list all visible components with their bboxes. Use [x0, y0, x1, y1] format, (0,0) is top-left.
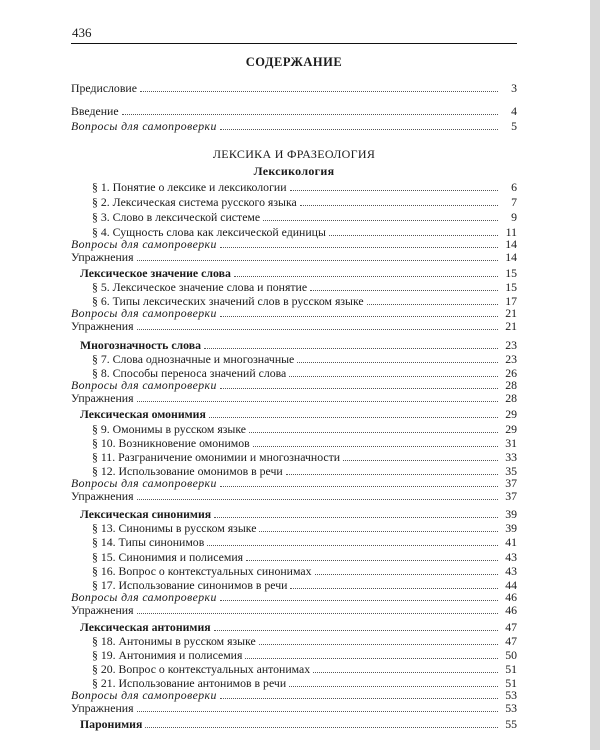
toc-entry: [92, 421, 517, 436]
toc-entry-title: § 6. Типы лексических значений слов в русском языке: [92, 294, 364, 308]
dot-leader: [137, 401, 498, 402]
toc-entry-title: Лексическая антонимия: [80, 620, 211, 634]
section-title: ЛЕКСИКА И ФРАЗЕОЛОГИЯ: [212, 147, 376, 161]
toc-entry-page: 15: [505, 266, 517, 280]
dot-leader: [137, 329, 498, 330]
toc-entry-title: Лексическая синонимия: [80, 507, 212, 521]
dot-leader: [249, 432, 498, 433]
toc-entry-title: Вопросы для самопроверки: [71, 476, 217, 490]
toc-entry: [80, 337, 517, 352]
toc-entry-page: 5: [511, 119, 517, 133]
toc-entry-page: 31: [505, 436, 517, 450]
toc-entry: [92, 449, 517, 464]
toc-entry: [80, 619, 517, 634]
toc-entry-title: § 16. Вопрос о контекстуальных синонимах: [92, 564, 312, 578]
toc-entry-page: 26: [505, 366, 517, 380]
toc-entry: [92, 549, 517, 564]
toc-entry-title: Лексическая омонимия: [80, 407, 206, 421]
toc-entry-page: 43: [505, 550, 517, 564]
toc-entry: [71, 318, 517, 333]
toc-entry: [71, 118, 517, 133]
toc-entry-title: § 7. Слова однозначные и многозначные: [92, 352, 295, 366]
toc-entry: [80, 716, 517, 731]
toc-entry-page: 43: [505, 564, 517, 578]
page-title: СОДЕРЖАНИЕ: [245, 55, 343, 69]
dot-leader: [220, 388, 498, 389]
toc-entry-page: 53: [505, 701, 517, 715]
dot-leader: [253, 446, 498, 447]
toc-entry-title: § 11. Разграничение омонимии и многозначности: [92, 450, 341, 464]
toc-entry: [71, 390, 517, 405]
toc-entry-page: 29: [505, 422, 517, 436]
dot-leader: [209, 417, 498, 418]
subsection-title: Лексикология: [253, 164, 335, 178]
dot-leader: [300, 205, 498, 206]
toc-entry-title: Вопросы для самопроверки: [71, 119, 217, 133]
dot-leader: [207, 545, 498, 546]
toc-entry-page: 37: [505, 489, 517, 503]
dot-leader: [137, 260, 498, 261]
toc-entry: [80, 265, 517, 280]
toc-entry-page: 28: [505, 391, 517, 405]
dot-leader: [297, 362, 498, 363]
dot-leader: [220, 600, 498, 601]
dot-leader: [220, 316, 498, 317]
toc-entry-page: 14: [505, 250, 517, 264]
toc-entry-page: 23: [505, 352, 517, 366]
toc-entry-title: § 8. Способы переноса значений слова: [92, 366, 287, 380]
toc-entry: [71, 602, 517, 617]
toc-entry-page: 37: [505, 476, 517, 490]
toc-entry-title: Вопросы для самопроверки: [71, 237, 217, 251]
dot-leader: [259, 531, 498, 532]
toc-entry-title: § 2. Лексическая система русского языка: [92, 195, 297, 209]
toc-entry-page: 15: [505, 280, 517, 294]
toc-entry-page: 44: [505, 578, 517, 592]
toc-entry: [92, 661, 517, 676]
toc-entry: [92, 647, 517, 662]
toc-entry-page: 46: [505, 603, 517, 617]
toc-entry-title: § 21. Использование антонимов в речи: [92, 676, 287, 690]
dot-leader: [246, 560, 498, 561]
toc-entry-page: 51: [505, 676, 517, 690]
dot-leader: [220, 486, 498, 487]
toc-entry: [92, 563, 517, 578]
toc-entry-page: 39: [505, 507, 517, 521]
toc-entry-page: 14: [505, 237, 517, 251]
toc-entry-title: § 17. Использование синонимов в речи: [92, 578, 288, 592]
toc-entry-page: 21: [505, 306, 517, 320]
toc-entry-title: § 13. Синонимы в русском языке: [92, 521, 257, 535]
toc-entry: [92, 194, 517, 209]
toc-entry: [71, 249, 517, 264]
page-number: 436: [72, 25, 92, 40]
toc-entry-title: § 19. Антонимия и полисемия: [92, 648, 243, 662]
toc-entry-title: § 12. Использование омонимов в речи: [92, 464, 283, 478]
toc-entry-page: 47: [505, 620, 517, 634]
toc-entry-title: § 1. Понятие о лексике и лексикологии: [92, 180, 287, 194]
toc-entry-title: Упражнения: [71, 489, 134, 503]
toc-entry: [71, 103, 517, 118]
dot-leader: [263, 220, 498, 221]
toc-entry-title: § 5. Лексическое значение слова и понятие: [92, 280, 308, 294]
toc-entry-title: Упражнения: [71, 603, 134, 617]
toc-entry-title: § 4. Сущность слова как лексической единицы: [92, 225, 326, 239]
dot-leader: [220, 129, 498, 130]
toc-entry-title: Упражнения: [71, 250, 134, 264]
toc-entry: [92, 633, 517, 648]
toc-entry: [92, 435, 517, 450]
toc-entry-page: 9: [511, 210, 517, 224]
toc-entry-title: § 18. Антонимы в русском языке: [92, 634, 256, 648]
toc-entry-title: § 3. Слово в лексической системе: [92, 210, 261, 224]
dot-leader: [234, 276, 498, 277]
toc-entry-page: 53: [505, 688, 517, 702]
toc-entry-page: 3: [511, 81, 517, 95]
toc-entry-title: § 15. Синонимия и полисемия: [92, 550, 244, 564]
toc-entry-title: Многозначность слова: [80, 338, 202, 352]
toc-entry-page: 21: [505, 319, 517, 333]
dot-leader: [259, 644, 498, 645]
toc-entry: [92, 520, 517, 535]
toc-entry: [71, 80, 517, 95]
dot-leader: [290, 190, 498, 191]
toc-entry: [80, 506, 517, 521]
toc-entry-page: 11: [505, 225, 517, 239]
dot-leader: [245, 658, 498, 659]
toc-entry-title: Вопросы для самопроверки: [71, 306, 217, 320]
toc-entry-page: 50: [505, 648, 517, 662]
toc-entry: [92, 279, 517, 294]
dot-leader: [204, 348, 498, 349]
toc-entry-title: Упражнения: [71, 319, 134, 333]
toc-entry-title: § 10. Возникновение омонимов: [92, 436, 250, 450]
toc-entry-page: 35: [505, 464, 517, 478]
toc-entry-title: Упражнения: [71, 701, 134, 715]
toc-entry-page: 23: [505, 338, 517, 352]
toc-entry-title: Лексическое значение слова: [80, 266, 231, 280]
dot-leader: [313, 672, 498, 673]
toc-entry-page: 6: [511, 180, 517, 194]
dot-leader: [137, 499, 498, 500]
toc-entry-page: 29: [505, 407, 517, 421]
toc-entry-title: Введение: [71, 104, 119, 118]
toc-entry-page: 46: [505, 590, 517, 604]
dot-leader: [315, 574, 499, 575]
toc-entry-page: 33: [505, 450, 517, 464]
toc-entry-page: 4: [511, 104, 517, 118]
dot-leader: [343, 460, 498, 461]
toc-entry: [92, 179, 517, 194]
toc-entry-page: 41: [505, 535, 517, 549]
toc-entry-title: § 9. Омонимы в русском языке: [92, 422, 247, 436]
toc-entry-title: Вопросы для самопроверки: [71, 378, 217, 392]
toc-entry-page: 47: [505, 634, 517, 648]
toc-entry: [80, 406, 517, 421]
dot-leader: [145, 727, 498, 728]
dot-leader: [310, 290, 498, 291]
dot-leader: [140, 91, 498, 92]
toc-entry-title: Вопросы для самопроверки: [71, 688, 217, 702]
toc-entry-page: 17: [505, 294, 517, 308]
toc-entry-title: Упражнения: [71, 391, 134, 405]
toc-entry: [92, 534, 517, 549]
toc-entry: [92, 351, 517, 366]
toc-entry-title: Паронимия: [80, 717, 143, 731]
toc-entry-title: Вопросы для самопроверки: [71, 590, 217, 604]
dot-leader: [214, 517, 498, 518]
dot-leader: [214, 630, 498, 631]
toc-entry-page: 39: [505, 521, 517, 535]
toc-entry-page: 55: [505, 717, 517, 731]
toc-entry: [71, 700, 517, 715]
dot-leader: [122, 114, 498, 115]
dot-leader: [137, 613, 498, 614]
toc-entry: [71, 488, 517, 503]
dot-leader: [220, 698, 498, 699]
toc-entry-page: 7: [511, 195, 517, 209]
toc-entry-title: § 20. Вопрос о контекстуальных антонимах: [92, 662, 311, 676]
dot-leader: [220, 247, 498, 248]
toc-entry-page: 51: [505, 662, 517, 676]
toc-entry-page: 28: [505, 378, 517, 392]
toc-entry-title: § 14. Типы синонимов: [92, 535, 205, 549]
toc-entry-title: Предисловие: [71, 81, 137, 95]
toc-entry: [92, 209, 517, 224]
dot-leader: [137, 711, 498, 712]
